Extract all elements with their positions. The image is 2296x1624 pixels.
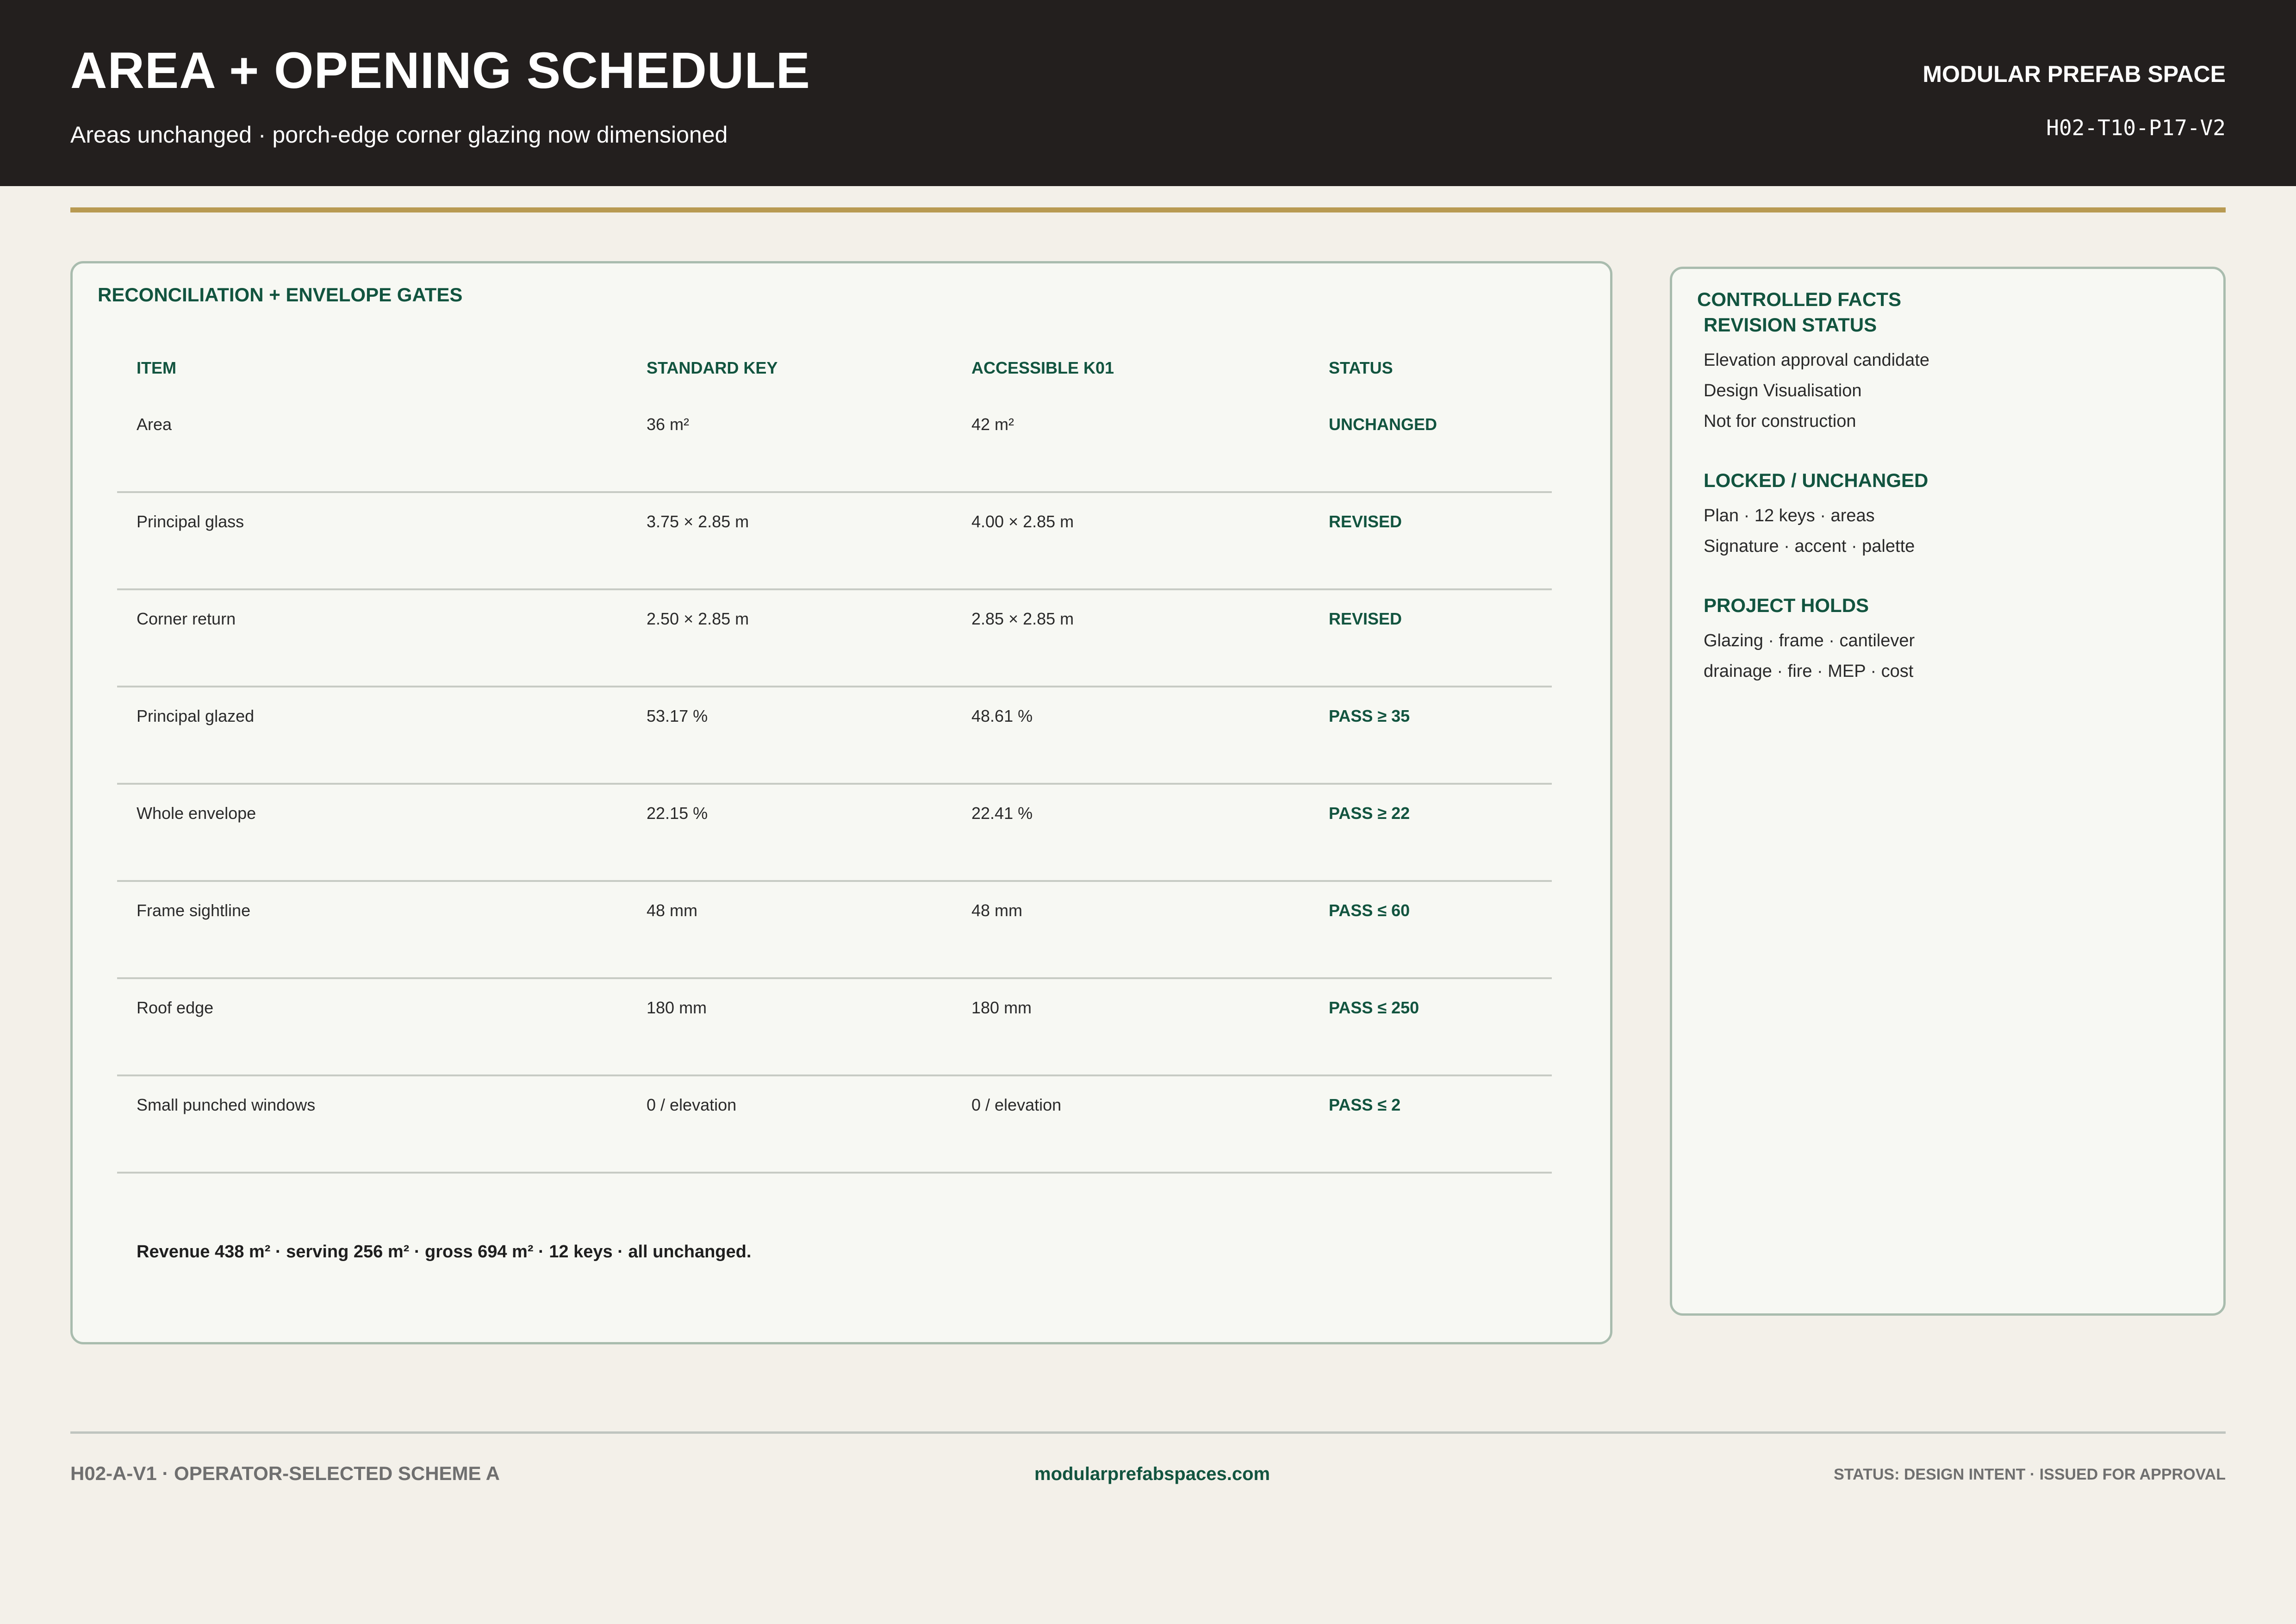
- section-line: Elevation approval candidate: [1704, 350, 1930, 370]
- document-code: H02-T10-P17-V2: [2046, 115, 2226, 140]
- standard-key-cell: 53.17 %: [647, 706, 708, 725]
- accessible-k01-cell: 2.85 × 2.85 m: [971, 609, 1074, 628]
- column-header-standard-key: STANDARD KEY: [647, 358, 778, 377]
- header-divider: [70, 207, 2226, 212]
- accessible-k01-cell: 48.61 %: [971, 706, 1033, 725]
- status-cell: PASS ≥ 22: [1329, 804, 1410, 823]
- standard-key-cell: 180 mm: [647, 998, 707, 1017]
- reconciliation-panel: [70, 261, 1612, 1344]
- column-header-accessible-k01: ACCESSIBLE K01: [971, 358, 1114, 377]
- accessible-k01-cell: 0 / elevation: [971, 1095, 1062, 1114]
- status-cell: REVISED: [1329, 512, 1402, 531]
- table-row: [117, 979, 1552, 1076]
- controlled-facts-panel: [1670, 267, 2226, 1316]
- footer-scheme-label: H02-A-V1 · OPERATOR-SELECTED SCHEME A: [70, 1462, 500, 1484]
- section-title: REVISION STATUS: [1704, 314, 1877, 336]
- status-cell: PASS ≤ 60: [1329, 901, 1410, 920]
- section-line: Design Visualisation: [1704, 381, 1862, 400]
- section-line: Signature · accent · palette: [1704, 537, 1915, 556]
- status-cell: REVISED: [1329, 609, 1402, 628]
- status-cell: PASS ≤ 2: [1329, 1095, 1401, 1114]
- footer-status-label: STATUS: DESIGN INTENT · ISSUED FOR APPROVAL: [1834, 1466, 2226, 1483]
- section-line: drainage · fire · MEP · cost: [1704, 662, 1914, 681]
- project-holds-section: [1704, 593, 2203, 687]
- table-row: [117, 882, 1552, 979]
- standard-key-cell: 36 m²: [647, 415, 690, 434]
- standard-key-cell: 3.75 × 2.85 m: [647, 512, 749, 531]
- side-panel-heading: CONTROLLED FACTS: [1697, 288, 1901, 310]
- section-line: Glazing · frame · cantilever: [1704, 631, 1915, 650]
- footer-website-link[interactable]: modularprefabspaces.com: [1034, 1464, 1270, 1484]
- table-row: [117, 785, 1552, 882]
- column-header-item: ITEM: [137, 358, 176, 377]
- standard-key-cell: 48 mm: [647, 901, 698, 920]
- item-cell: Roof edge: [137, 998, 214, 1017]
- status-cell: PASS ≥ 35: [1329, 706, 1410, 725]
- standard-key-cell: 0 / elevation: [647, 1095, 737, 1114]
- accessible-k01-cell: 22.41 %: [971, 804, 1033, 823]
- footer-divider: [70, 1431, 2226, 1434]
- header-bar: [0, 0, 2296, 186]
- item-cell: Corner return: [137, 609, 236, 628]
- item-cell: Small punched windows: [137, 1095, 316, 1114]
- panel-heading: RECONCILIATION + ENVELOPE GATES: [98, 284, 463, 306]
- locked-unchanged-section: [1704, 468, 2203, 562]
- standard-key-cell: 22.15 %: [647, 804, 708, 823]
- status-cell: UNCHANGED: [1329, 415, 1437, 434]
- section-line: Not for construction: [1704, 412, 1856, 431]
- schedule-table: [117, 345, 1552, 1174]
- item-cell: Principal glass: [137, 512, 244, 531]
- section-title: LOCKED / UNCHANGED: [1704, 469, 1929, 491]
- item-cell: Whole envelope: [137, 804, 256, 823]
- page-title: AREA + OPENING SCHEDULE: [70, 42, 810, 99]
- table-row: [117, 590, 1552, 687]
- standard-key-cell: 2.50 × 2.85 m: [647, 609, 749, 628]
- item-cell: Frame sightline: [137, 901, 251, 920]
- item-cell: Area: [137, 415, 172, 434]
- table-row: [117, 396, 1552, 493]
- accessible-k01-cell: 180 mm: [971, 998, 1032, 1017]
- section-line: Plan · 12 keys · areas: [1704, 506, 1875, 525]
- summary-note: Revenue 438 m² · serving 256 m² · gross 694 m² · 12 keys · all unchanged.: [137, 1242, 752, 1262]
- accessible-k01-cell: 48 mm: [971, 901, 1023, 920]
- table-row: [117, 1076, 1552, 1174]
- column-header-status: STATUS: [1329, 358, 1393, 377]
- brand-name: MODULAR PREFAB SPACE: [1923, 61, 2226, 87]
- accessible-k01-cell: 42 m²: [971, 415, 1014, 434]
- table-header-row: [117, 345, 1552, 396]
- accessible-k01-cell: 4.00 × 2.85 m: [971, 512, 1074, 531]
- item-cell: Principal glazed: [137, 706, 255, 725]
- status-cell: PASS ≤ 250: [1329, 998, 1419, 1017]
- section-title: PROJECT HOLDS: [1704, 594, 1869, 616]
- table-row: [117, 687, 1552, 785]
- page-subtitle: Areas unchanged · porch-edge corner glazing now dimensioned: [70, 122, 728, 148]
- table-row: [117, 493, 1552, 590]
- revision-status-section: [1704, 312, 2203, 437]
